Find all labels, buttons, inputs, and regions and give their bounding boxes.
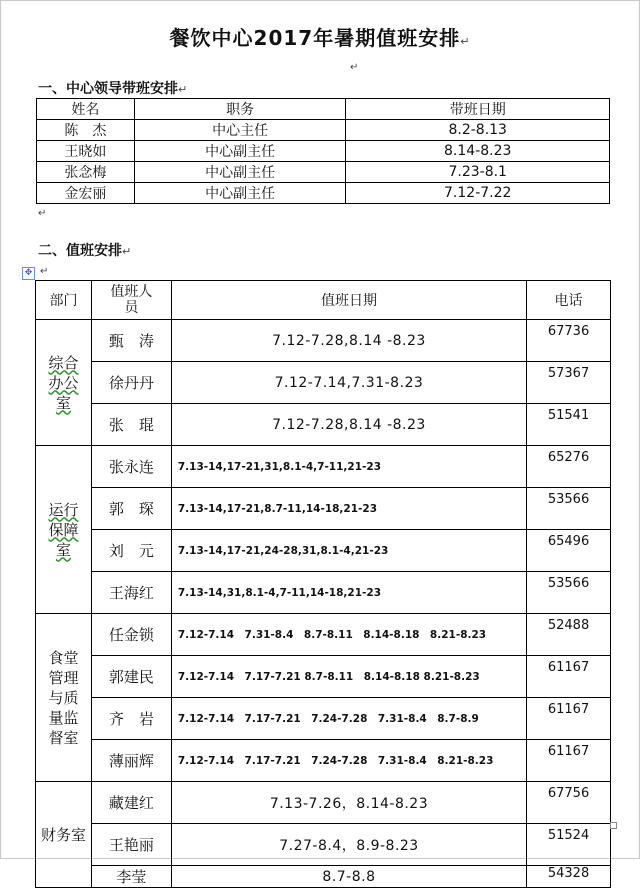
duty-table: [35, 280, 611, 888]
table-resize-handle[interactable]: [610, 822, 617, 829]
column-header: 值班日期: [171, 281, 526, 320]
duty-dates: 7.13-14,31,8.1-4,7-11,14-18,21-23: [171, 572, 526, 614]
paragraph-mark: ↵: [40, 266, 49, 277]
table-row: [36, 824, 611, 866]
staff-name: 李莹: [91, 866, 171, 888]
leader-name: 张念梅: [37, 162, 135, 183]
duty-dates: 8.7-8.8: [171, 866, 526, 888]
staff-name: 徐丹丹: [91, 362, 171, 404]
table-row: [36, 740, 611, 782]
table-row: [37, 141, 610, 162]
phone-number: 67736: [527, 320, 611, 362]
table-row: [36, 488, 611, 530]
table-row: [36, 782, 611, 824]
staff-name: 甄 涛: [91, 320, 171, 362]
staff-name: 刘 元: [91, 530, 171, 572]
table-header-row: [37, 99, 610, 120]
department-cell: 食堂管理与质量监督室: [36, 614, 92, 782]
phone-number: 54328: [527, 866, 611, 888]
department-cell: 综合办公室: [36, 320, 92, 446]
table-row: [36, 572, 611, 614]
paragraph-mark: ↵: [350, 62, 359, 73]
table-header-row: [36, 281, 611, 320]
duty-dates: 7.13-14,17-21,24-28,31,8.1-4,21-23: [171, 530, 526, 572]
leader-name: 陈 杰: [37, 120, 135, 141]
staff-name: 任金锁: [91, 614, 171, 656]
duty-dates: 7.13-7.26，8.14-8.23: [171, 782, 526, 824]
phone-number: 51541: [527, 404, 611, 446]
staff-name: 王艳丽: [91, 824, 171, 866]
staff-name: 郭建民: [91, 656, 171, 698]
duty-dates: 7.12-7.14 7.17-7.21 8.7-8.11 8.14-8.18 8.21-8.23: [171, 656, 526, 698]
section-heading-leaders: 一、中心领导带班安排↵: [38, 81, 188, 97]
department-cell: 财务室: [36, 782, 92, 888]
phone-number: 53566: [527, 488, 611, 530]
column-header: 电话: [527, 281, 611, 320]
table-row: [36, 320, 611, 362]
column-header: 姓名: [37, 99, 135, 120]
phone-number: 61167: [527, 740, 611, 782]
department-cell: 运行保障室: [36, 446, 92, 614]
section-heading-duty: 二、值班安排↵: [38, 243, 132, 259]
leader-dates: 8.2-8.13: [346, 120, 610, 141]
staff-name: 王海红: [91, 572, 171, 614]
column-header: 部门: [36, 281, 92, 320]
staff-name: 藏建红: [91, 782, 171, 824]
phone-number: 61167: [527, 698, 611, 740]
table-row: [36, 404, 611, 446]
staff-name: 郭 琛: [91, 488, 171, 530]
table-row: [37, 162, 610, 183]
staff-name: 张永连: [91, 446, 171, 488]
leader-dates: 7.23-8.1: [346, 162, 610, 183]
leader-name: 金宏丽: [37, 183, 135, 204]
paragraph-mark: ↵: [38, 208, 47, 219]
duty-dates: 7.27-8.4，8.9-8.23: [171, 824, 526, 866]
phone-number: 52488: [527, 614, 611, 656]
phone-number: 51524: [527, 824, 611, 866]
leader-title: 中心副主任: [134, 183, 346, 204]
document-title: 餐饮中心2017年暑期值班安排↵: [169, 26, 471, 50]
leader-title: 中心副主任: [134, 141, 346, 162]
phone-number: 67756: [527, 782, 611, 824]
leader-title: 中心主任: [134, 120, 346, 141]
staff-name: 齐 岩: [91, 698, 171, 740]
table-row: [36, 530, 611, 572]
phone-number: 61167: [527, 656, 611, 698]
table-move-handle-icon[interactable]: ✥: [22, 267, 35, 280]
column-header: 带班日期: [346, 99, 610, 120]
duty-dates: 7.13-14,17-21,8.7-11,14-18,21-23: [171, 488, 526, 530]
column-header: 职务: [134, 99, 346, 120]
table-row: [36, 362, 611, 404]
table-row: [36, 866, 611, 888]
table-row: [37, 120, 610, 141]
phone-number: 53566: [527, 572, 611, 614]
duty-dates: 7.12-7.14 7.31-8.4 8.7-8.11 8.14-8.18 8.21-8.23: [171, 614, 526, 656]
column-header: 值班人员: [91, 281, 171, 320]
duty-dates: 7.13-14,17-21,31,8.1-4,7-11,21-23: [171, 446, 526, 488]
staff-name: 张 琨: [91, 404, 171, 446]
duty-dates: 7.12-7.28,8.14 -8.23: [171, 404, 526, 446]
staff-name: 薄丽辉: [91, 740, 171, 782]
duty-dates: 7.12-7.14 7.17-7.21 7.24-7.28 7.31-8.4 8.21-8.23: [171, 740, 526, 782]
leader-title: 中心副主任: [134, 162, 346, 183]
leaders-table: [36, 98, 610, 204]
duty-dates: 7.12-7.28,8.14 -8.23: [171, 320, 526, 362]
phone-number: 65496: [527, 530, 611, 572]
duty-dates: 7.12-7.14,7.31-8.23: [171, 362, 526, 404]
phone-number: 65276: [527, 446, 611, 488]
duty-dates: 7.12-7.14 7.17-7.21 7.24-7.28 7.31-8.4 8.7-8.9: [171, 698, 526, 740]
leader-name: 王晓如: [37, 141, 135, 162]
leader-dates: 7.12-7.22: [346, 183, 610, 204]
leader-dates: 8.14-8.23: [346, 141, 610, 162]
table-row: [36, 698, 611, 740]
table-row: [36, 656, 611, 698]
table-row: [36, 446, 611, 488]
table-row: [37, 183, 610, 204]
phone-number: 57367: [527, 362, 611, 404]
table-row: [36, 614, 611, 656]
